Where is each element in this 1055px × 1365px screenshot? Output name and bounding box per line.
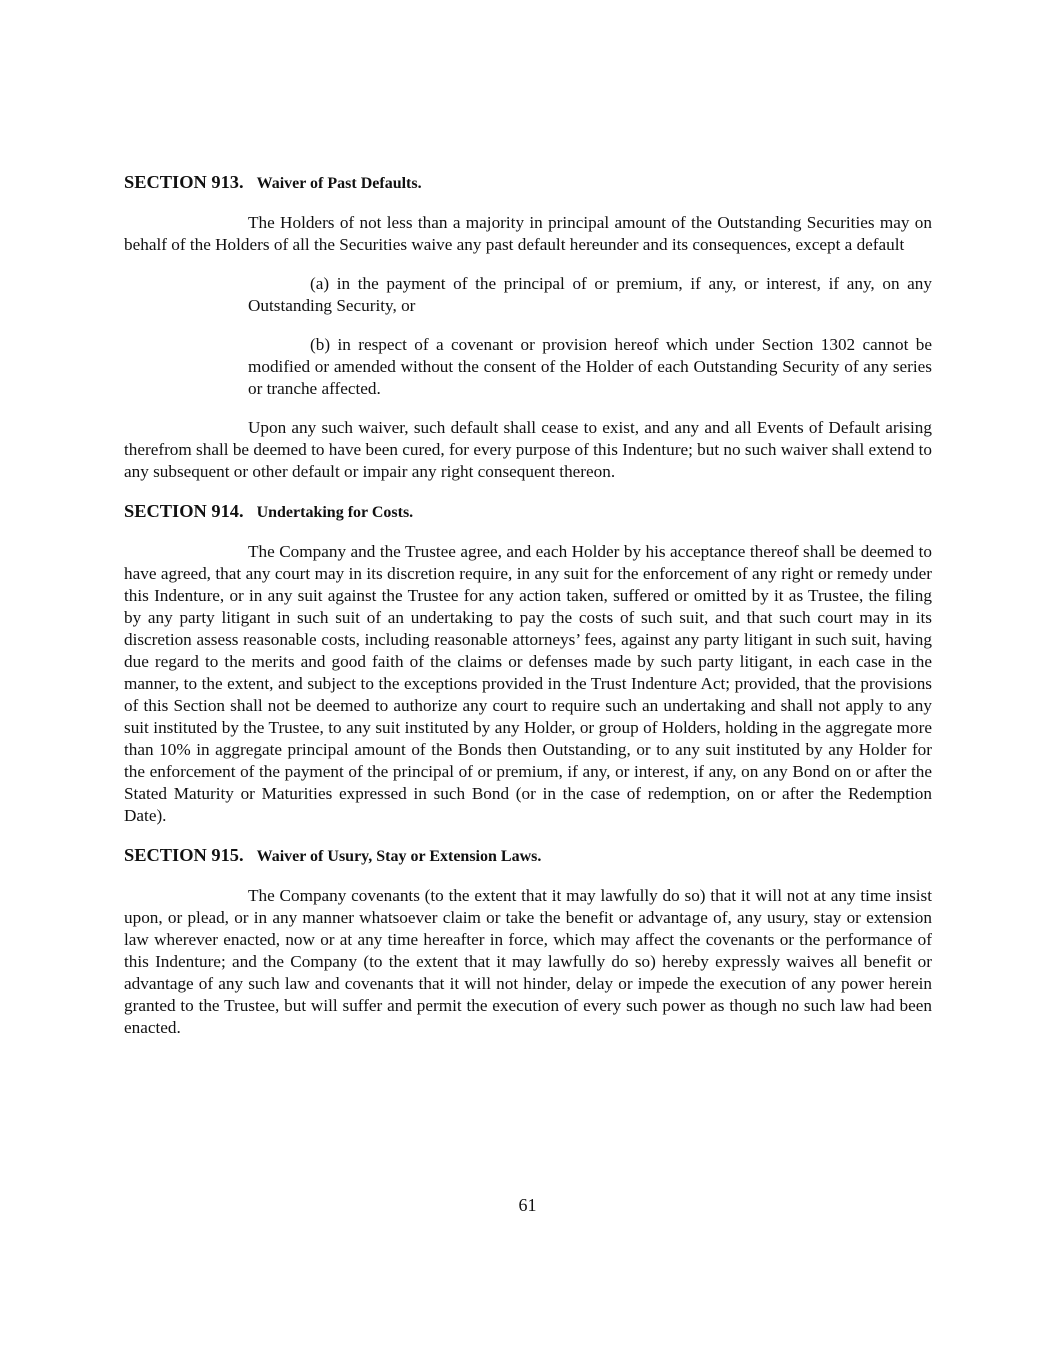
section-915-body: The Company covenants (to the extent that it may lawfully do so) that it will not at any time insist upon, or plead, or in any manner whatsoever claim or take the benefit or advantage of, any usury, stay or extension law wherever enacted, now or at any time hereafter in force, which may affect the covenants or the performance of this Indenture; and the Company (to the extent that it may lawfully do so) hereby expressly waives all benefit or advantage of any such law and covenants that it will not hinder, delay or impede the execution of any power herein granted to the Trustee, but will suffer and permit the execution of every such power as though no such law had been enacted. — [124, 886, 932, 1037]
section-914-title: Undertaking for Costs. — [256, 504, 414, 521]
document-page — [124, 171, 932, 1056]
section-915-title: Waiver of Usury, Stay or Extension Laws. — [256, 848, 542, 865]
section-915-number: SECTION 915. — [124, 845, 244, 865]
section-913-heading — [124, 171, 932, 195]
section-913-title: Waiver of Past Defaults. — [256, 175, 422, 192]
section-914-number: SECTION 914. — [124, 501, 244, 521]
section-913-item-b: (b) in respect of a covenant or provision hereof which under Section 1302 cannot be modified or amended without the consent of the Holder of each Outstanding Security of any series or tranche affected. — [248, 335, 932, 398]
section-914-heading — [124, 500, 932, 524]
section-913-intro: The Holders of not less than a majority in principal amount of the Outstanding Securities may on behalf of the Holders of all the Securities waive any past default hereunder and its consequences, except a default — [124, 213, 932, 254]
section-913-item-a: (a) in the payment of the principal of or premium, if any, or interest, if any, on any Outstanding Security, or — [248, 274, 932, 315]
page-number: 61 — [518, 1195, 537, 1215]
section-913-number: SECTION 913. — [124, 172, 244, 192]
section-915-heading — [124, 844, 932, 868]
section-914-body: The Company and the Trustee agree, and each Holder by his acceptance thereof shall be deemed to have agreed, that any court may in its discretion require, in any suit for the enforcement of any right or remedy under this Indenture, or in any suit against the Trustee for any action taken, suffered or omitted by it as Trustee, the filing by any party litigant in such suit of an undertaking to pay the costs of such suit, and that such court may in its discretion assess reasonable costs, including reasonable attorneys’ fees, against any party litigant in such suit, having due regard to the merits and good faith of the claims or defenses made by such party litigant, in each case in the manner, to the extent, and subject to the exceptions provided in the Trust Indenture Act; provided, that the provisions of this Section shall not be deemed to authorize any court to require such an undertaking and shall not apply to any suit instituted by the Trustee, to any suit instituted by any Holder, or group of Holders, holding in the aggregate more than 10% in aggregate principal amount of the Bonds then Outstanding, or to any suit instituted by any Holder for the enforcement of the payment of the principal of or premium, if any, or interest, if any, on any Bond on or after the Stated Maturity or Maturities expressed in such Bond (or in the case of redemption, on or after the Redemption Date). — [124, 542, 932, 825]
section-913-closing: Upon any such waiver, such default shall cease to exist, and any and all Events of Default arising therefrom shall be deemed to have been cured, for every purpose of this Indenture; but no such waiver shall extend to any subsequent or other default or impair any right consequent thereon. — [124, 418, 933, 481]
